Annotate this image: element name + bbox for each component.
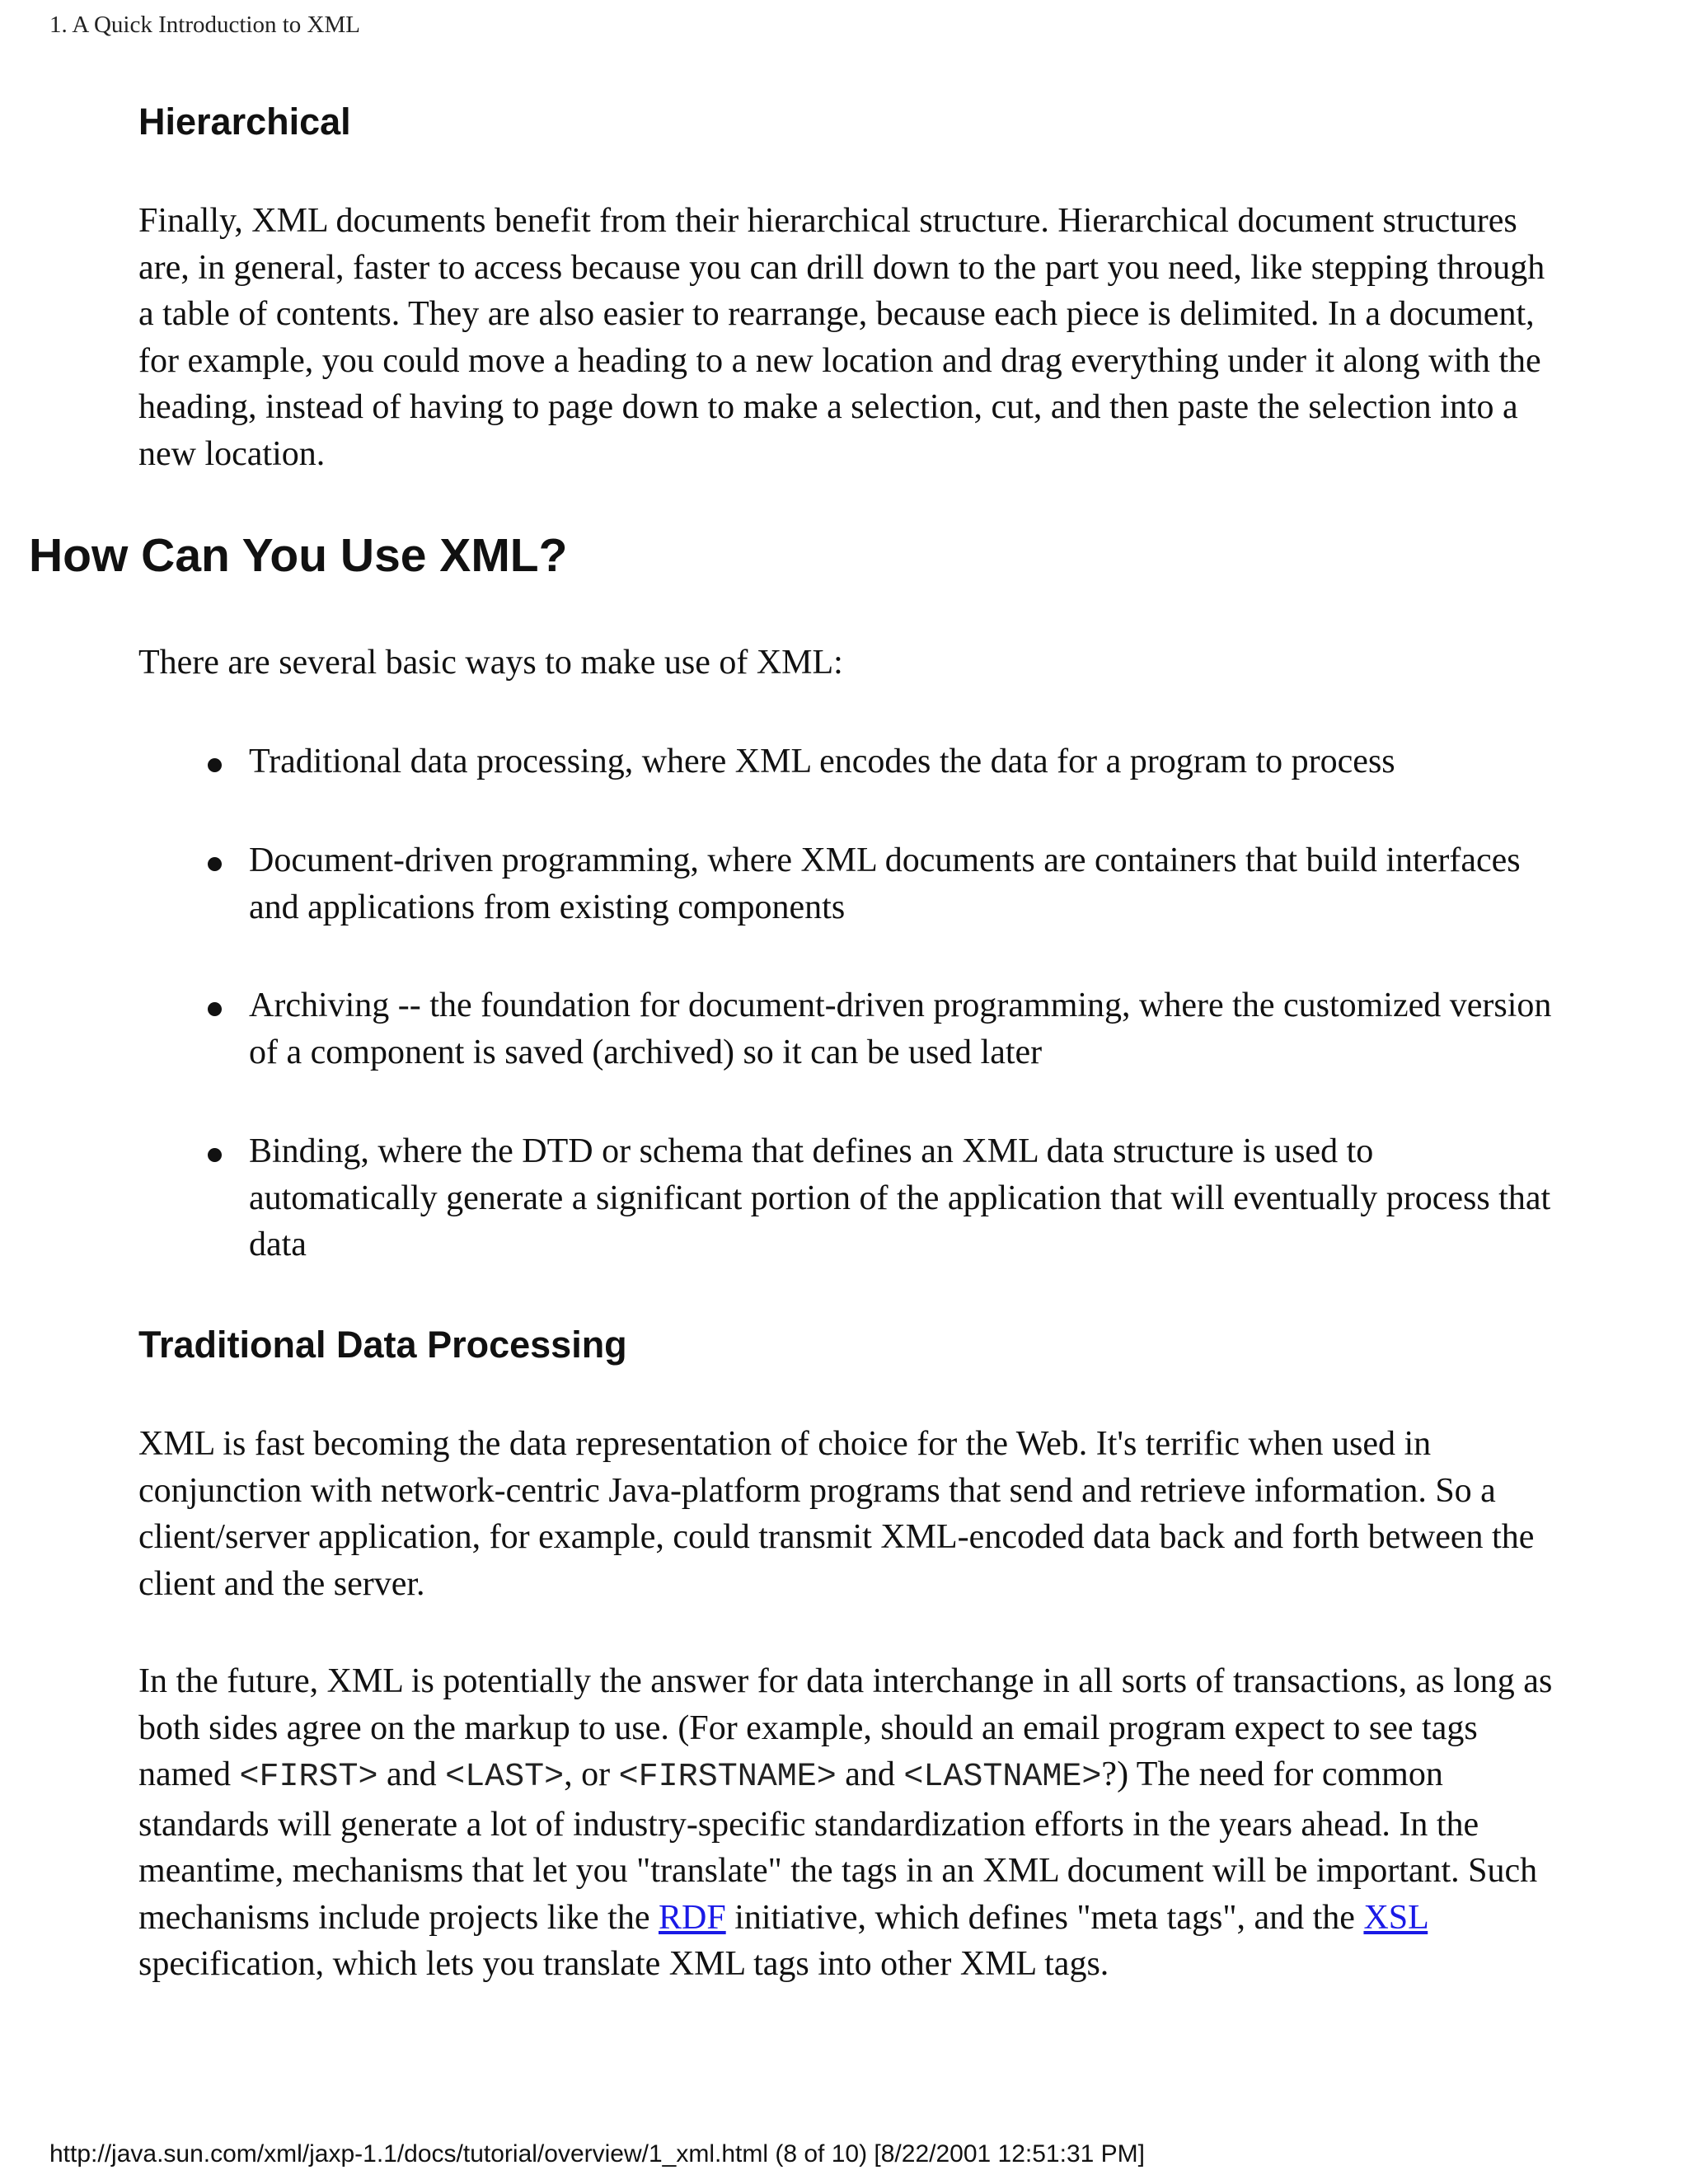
list-item-text: Document-driven programming, where XML documents are containers that build interfaces and applications from existing components: [249, 841, 1521, 926]
footer-url: http://java.sun.com/xml/jaxp-1.1/docs/tutorial/overview/1_xml.html (8 of 10) [8/22/2001 12:51:31 PM]: [49, 2140, 1145, 2168]
link-rdf[interactable]: RDF: [658, 1898, 726, 1937]
heading-traditional-data-processing: Traditional Data Processing: [138, 1324, 627, 1366]
link-xsl[interactable]: XSL: [1363, 1898, 1428, 1937]
code-tag-first: <FIRST>: [239, 1759, 378, 1796]
list-item-text: Binding, where the DTD or schema that defines an XML data structure is used to automatically generate a significant portion of the application that will eventually process that data: [249, 1132, 1551, 1263]
heading-how-can-you-use-xml: How Can You Use XML?: [29, 529, 568, 582]
paragraph-use-intro: There are several basic ways to make use of XML:: [138, 644, 843, 682]
heading-hierarchical: Hierarchical: [138, 101, 351, 143]
list-item: [208, 1128, 1559, 1268]
paragraph-traditional-1: XML is fast becoming the data representation of choice for the Web. It's terrific when used in conjunction with network-centric Java-platform programs that send and retrieve information. So a client/server application, for example, could transmit XML-encoded data back and forth between the client and the server.: [138, 1425, 1535, 1603]
list-item: [208, 738, 1559, 785]
bullet-icon: [208, 857, 222, 871]
list-item: [208, 982, 1559, 1076]
list-item-text: Archiving -- the foundation for document-driven programming, where the customized version of a component is saved (archived) so it can be used later: [249, 987, 1552, 1071]
code-tag-last: <LAST>: [445, 1759, 565, 1796]
bullet-icon: [208, 1002, 222, 1016]
bullet-icon: [208, 758, 222, 772]
bullet-icon: [208, 1148, 222, 1162]
chapter-header: 1. A Quick Introduction to XML: [49, 12, 360, 38]
paragraph-traditional-2: In the future, XML is potentially the answer for data interchange in all sorts of transactions, as long as both sides agree on the markup to use. (For example, should an email program expect to see tags named <FIRST> and <LAST>, or <FIRSTNAME> and <LASTNAME>?) The need for common standards will generate a lot of industry-specific standardization efforts in the years ahead. In the meantime, mechanisms that let you "translate" the tags in an XML document will be important. Such mechanisms include projects like the RDF initiative, which defines "meta tags", and the XSL specification, which lets you translate XML tags into other XML tags.: [138, 1662, 1553, 1983]
list-item: [208, 837, 1559, 930]
list-item-text: Traditional data processing, where XML encodes the data for a program to process: [249, 743, 1395, 780]
code-tag-lastname: <LASTNAME>: [903, 1759, 1102, 1796]
paragraph-hierarchical: Finally, XML documents benefit from their hierarchical structure. Hierarchical document structures are, in general, faster to access because you can drill down to the part you need, like stepping through a table of contents. They are also easier to rearrange, because each piece is delimited. In a document, for example, you could move a heading to a new location and drag everything under it along with the heading, instead of having to page down to make a selection, cut, and then paste the selection into a new location.: [138, 202, 1545, 473]
code-tag-firstname: <FIRSTNAME>: [618, 1759, 837, 1796]
